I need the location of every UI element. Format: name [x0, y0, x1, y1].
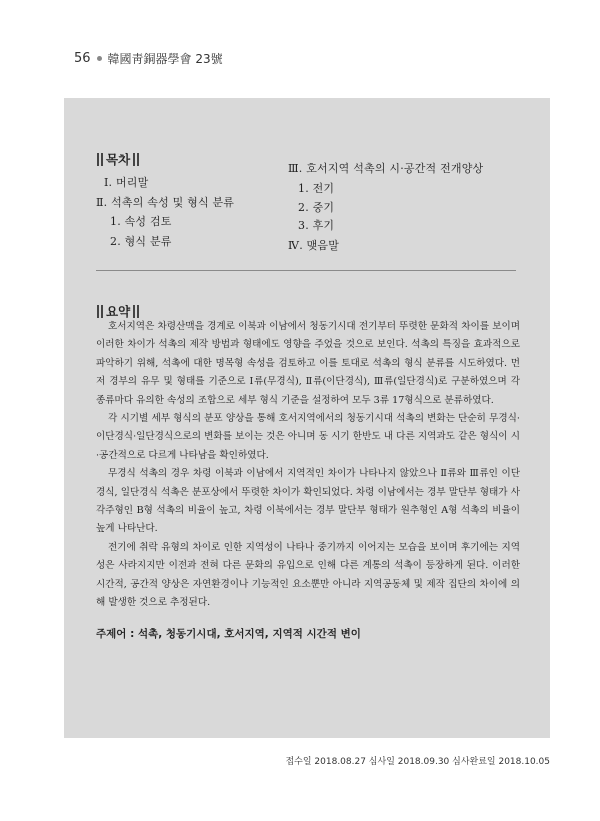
review-dates: 접수일 2018.08.27 심사일 2018.09.30 심사완료일 2018.10.05: [285, 757, 550, 767]
divider: [96, 270, 516, 271]
bar-icon: [137, 305, 139, 318]
toc-item: Ⅲ. 호서지역 석촉의 시·공간적 전개양상: [288, 162, 484, 175]
toc-heading: [96, 150, 140, 168]
abstract-body: [96, 318, 520, 613]
toc-item: 3. 후기: [298, 219, 335, 232]
toc-item: Ⅰ. 머리말: [104, 176, 149, 189]
abstract-paragraph: 호서지역은 차령산맥을 경계로 이북과 이남에서 청동기시대 전기부터 뚜렷한 문화적 차이를 보이며 이러한 차이가 석촉의 제작 방법과 형태에도 영향을 주었을 것으로 보인다. 석촉의 특징을 효과적으로 파악하기 위해, 석촉에 대한 명목형 속성을 검토하고 이를 토대로 석촉의 형식 분류를 시도하였다. 먼저 경부의 유무 및 형태를 기준으로 Ⅰ류(무경식), Ⅱ류(이단경식), Ⅲ류(일단경식)로 구분하였으며 각 종류마다 유의한 속성의 조합으로 세부 형식 기준을 설정하여 모두 3류 17형식으로 분류하였다.: [96, 321, 520, 406]
toc-item: 2. 형식 분류: [110, 235, 172, 248]
bar-icon: [133, 305, 135, 318]
abstract-paragraph: 무경식 석촉의 경우 차령 이북과 이남에서 지역적인 차이가 나타나지 않았으나 Ⅱ류와 Ⅲ류인 이단경식, 일단경식 석촉은 분포상에서 뚜렷한 차이가 확인되었다. 차령 이남에서는 경부 말단부 형태가 사각주형인 B형 석촉의 비율이 높고, 차령 이북에서는 경부 말단부 형태가 원추형인 A형 석촉의 비율이 높게 나타난다.: [96, 468, 520, 535]
bar-icon: [101, 305, 103, 318]
abstract-paragraph: 전기에 취락 유형의 차이로 인한 지역성이 나타나 중기까지 이어지는 모습을 보이며 후기에는 지역성은 사라지지만 이전과 전혀 다른 문화의 유입으로 인해 다른 계통의 석촉이 등장하게 된다. 이러한 시간적, 공간적 양상은 자연환경이나 기능적인 요소뿐만 아니라 지역공동체 및 제작 집단의 차이에 의해 발생한 것으로 추정된다.: [96, 541, 520, 609]
bar-icon: [97, 305, 99, 318]
bar-icon: [101, 153, 103, 166]
keywords: 주제어 : 석촉, 청동기시대, 호서지역, 지역적 시간적 변이: [96, 628, 361, 640]
bar-icon: [97, 153, 99, 166]
bar-icon: [137, 153, 139, 166]
toc-item: Ⅱ. 석촉의 속성 및 형식 분류: [96, 196, 235, 209]
toc-item: 1. 전기: [298, 182, 335, 195]
abstract-paragraph: 각 시기별 세부 형식의 분포 양상을 통해 호서지역에서의 청동기시대 석촉의 변화는 단순히 무경식·이단경식·일단경식으로의 변화를 보이는 것은 아니며 동 시기 한반도 내 다른 지역과도 같은 형식이 시·공간적으로 다르게 나타남을 확인하였다.: [96, 413, 520, 461]
bullet-dot-icon: [97, 56, 102, 61]
toc-item: 1. 속성 검토: [110, 215, 172, 228]
toc-title: 목차: [106, 152, 131, 167]
toc-item: Ⅳ. 맺음말: [288, 239, 340, 252]
abstract-title: 요약: [106, 304, 131, 319]
toc-item: 2. 중기: [298, 201, 335, 214]
page-number: 56: [74, 51, 91, 66]
bar-icon: [133, 153, 135, 166]
journal-title: 韓國靑銅器學會 23號: [107, 52, 223, 66]
running-header: [74, 50, 223, 67]
